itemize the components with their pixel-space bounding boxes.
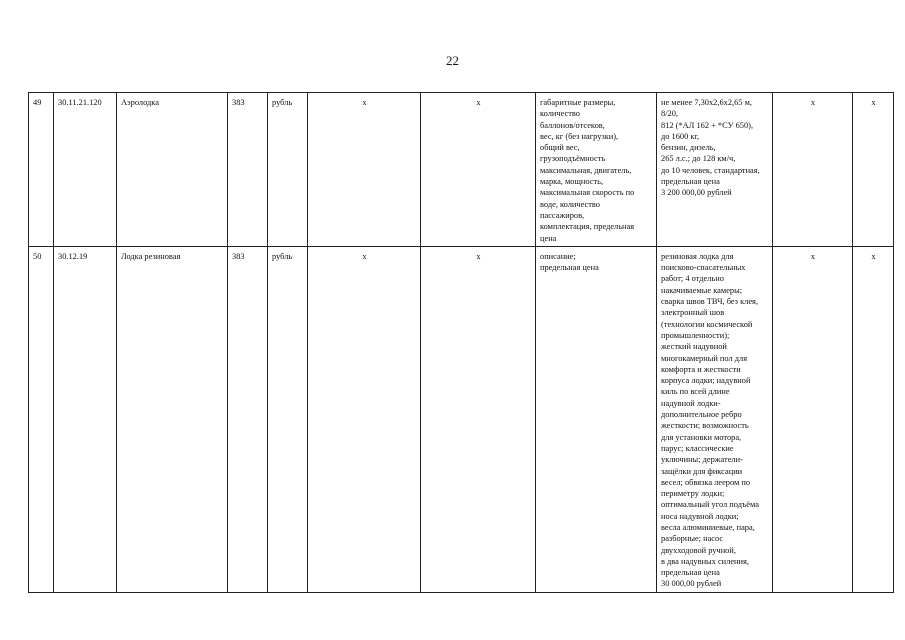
value-line: защёлки для фиксации (661, 466, 743, 476)
value-line: жесткости; возможность (661, 421, 749, 431)
value-line: 265 л.с.; до 128 км/ч, (661, 154, 736, 164)
value-line: дополнительное ребро (661, 410, 742, 420)
value-line: жесткий надувной (661, 342, 727, 352)
unit-name-cell: рубль (268, 246, 308, 592)
value-line: весла алюминиевые, пара, (661, 522, 755, 532)
unit-code-cell: 383 (228, 93, 268, 247)
value-line: для установки мотора, (661, 432, 742, 442)
col11-cell: х (853, 93, 894, 247)
value-line: резиновая лодка для (661, 251, 734, 261)
characteristics-line: грузоподъёмность (540, 154, 606, 164)
col10-cell: х (773, 246, 853, 592)
col6-cell: х (308, 246, 421, 592)
item-name-cell: Лодка резиновая (117, 246, 228, 592)
value-line: парус; классические (661, 443, 734, 453)
values-cell (657, 246, 773, 592)
value-line: разборные; насос (661, 534, 724, 544)
characteristics-line: воде, количество (540, 199, 600, 209)
characteristics-line: комплектация, предельная (540, 222, 635, 232)
characteristics-line: баллонов/отсеков, (540, 120, 605, 130)
value-line: оптимальный угол подъёма (661, 500, 759, 510)
page-number: 22 (446, 53, 459, 68)
value-line: предельная цена (661, 177, 720, 187)
characteristics-line: пассажиров, (540, 210, 585, 220)
row-number-cell: 49 (29, 93, 54, 247)
value-line: до 10 человек, стандартная, (661, 165, 760, 175)
value-line: предельная цена (661, 568, 720, 578)
okpd-code-cell: 30.11.21.120 (54, 93, 117, 247)
col10-cell: х (773, 93, 853, 247)
value-line: 3 200 000,00 рублей (661, 188, 732, 198)
item-name-cell: Аэролодка (117, 93, 228, 247)
value-line: (технологии космической (661, 319, 753, 329)
characteristics-table (28, 92, 894, 593)
value-line: 8/20, (661, 109, 678, 119)
value-line: в два надувных силения, (661, 556, 749, 566)
value-line: 30 000,00 рублей (661, 579, 722, 589)
value-line: до 1600 кг, (661, 131, 700, 141)
value-line: надувной лодки- (661, 398, 721, 408)
col6-cell: х (308, 93, 421, 247)
col11-cell: х (853, 246, 894, 592)
value-line: сварка швов ТВЧ, без клея, (661, 297, 758, 307)
characteristics-line: максимальная скорость по (540, 188, 635, 198)
row-number-cell: 50 (29, 246, 54, 592)
value-line: электронный шов (661, 308, 725, 318)
unit-name-cell: рубль (268, 93, 308, 247)
col7-cell: х (421, 246, 536, 592)
characteristics-line: описание; (540, 251, 576, 261)
value-line: промышленности); (661, 330, 730, 340)
value-line: уключины; держатели- (661, 455, 743, 465)
value-line: киль по всей длине (661, 387, 730, 397)
okpd-code-cell: 30.12.19 (54, 246, 117, 592)
characteristics-line: марка, мощность, (540, 177, 604, 187)
value-line: многокамерный пол для (661, 353, 748, 363)
characteristics-line: предельная цена (540, 263, 599, 273)
characteristics-line: вес, кг (без нагрузки), (540, 131, 619, 141)
value-line: двухходовой ручной, (661, 545, 736, 555)
unit-code-cell: 383 (228, 246, 268, 592)
value-line: работ; 4 отдельно (661, 274, 724, 284)
col7-cell: х (421, 93, 536, 247)
characteristics-line: количество (540, 109, 580, 119)
characteristics-line: общий вес, (540, 143, 580, 153)
characteristics-line: цена (540, 233, 557, 243)
table-row (29, 246, 894, 592)
values-cell (657, 93, 773, 247)
characteristics-line: габаритные размеры, (540, 98, 616, 107)
value-line: не менее 7,30х2,6х2,65 м, (661, 98, 752, 107)
value-line: поисково-спасательных (661, 263, 746, 273)
value-line: корпуса лодки; надувной (661, 376, 751, 386)
value-line: бензин, дизель, (661, 143, 716, 153)
value-line: носа надувной лодки; (661, 511, 739, 521)
value-line: накачиваемые камеры; (661, 285, 743, 295)
characteristics-cell (536, 93, 657, 247)
value-line: весел; обвязка леером по (661, 477, 751, 487)
value-line: 812 (*АЛ 162 + *СУ 650), (661, 120, 754, 130)
characteristics-cell (536, 246, 657, 592)
value-line: периметру лодки; (661, 489, 725, 499)
value-line: комфорта и жесткости (661, 364, 741, 374)
characteristics-line: максимальная, двигатель, (540, 165, 632, 175)
table-row (29, 93, 894, 247)
